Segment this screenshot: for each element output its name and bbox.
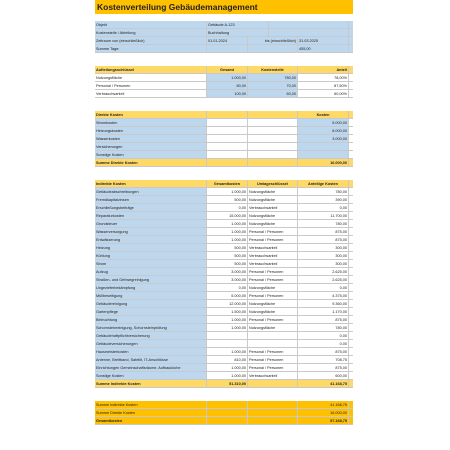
- direkte-name: Sonstige Kosten: [95, 151, 207, 159]
- direkte-table: [95, 111, 353, 167]
- indirekte-schluessel[interactable]: Personal / Personen: [248, 348, 298, 356]
- indirekte-schluessel[interactable]: Personal / Personen: [248, 276, 298, 284]
- indirekte-anteil: 300,00: [298, 244, 349, 252]
- indirekte-row: [95, 244, 353, 252]
- direkte-kosten[interactable]: 5.000,00: [298, 119, 349, 127]
- indirekte-gesamt[interactable]: 1.000,00: [207, 220, 248, 228]
- indirekte-summe-row: [95, 380, 353, 388]
- indirekte-row: [95, 260, 353, 268]
- indirekte-anteil: 875,00: [298, 316, 349, 324]
- direkte-row: [95, 135, 353, 143]
- summary-label: Summe Indirekte Kosten: [95, 401, 207, 409]
- schluessel-kostenstelle[interactable]: 70,00: [248, 82, 298, 90]
- schluessel-anteil: 87,50%: [298, 82, 349, 90]
- info-row-tage: [95, 45, 353, 53]
- indirekte-gesamt[interactable]: 1.000,00: [207, 228, 248, 236]
- indirekte-name: Erschließungsbeiträge: [95, 204, 207, 212]
- indirekte-schluessel[interactable]: Personal / Personen: [248, 316, 298, 324]
- schluessel-header-kostenstelle: Kostenstelle: [248, 66, 298, 74]
- summary-row: [95, 401, 353, 409]
- info-row-objekt: [95, 21, 353, 29]
- indirekte-name: Grundsteuer: [95, 220, 207, 228]
- schluessel-row: [95, 74, 353, 82]
- indirekte-row: [95, 316, 353, 324]
- indirekte-gesamt[interactable]: 1.000,00: [207, 348, 248, 356]
- indirekte-row: [95, 364, 353, 372]
- indirekte-gesamt[interactable]: 1.000,00: [207, 188, 248, 196]
- indirekte-anteil: 300,00: [298, 260, 349, 268]
- indirekte-schluessel[interactable]: Personal / Personen: [248, 364, 298, 372]
- indirekte-summe-label: Summe Indirekte Kosten: [95, 380, 207, 388]
- indirekte-anteil: 9.360,00: [298, 300, 349, 308]
- indirekte-anteil: 0,00: [298, 332, 349, 340]
- direkte-header-kosten: Kosten: [298, 111, 349, 119]
- indirekte-gesamt[interactable]: 1.000,00: [207, 316, 248, 324]
- bis-label: bis (einschließlich): [248, 37, 298, 45]
- indirekte-name: Gebäudehaftpflichtversicherung: [95, 332, 207, 340]
- direkte-header: [95, 111, 353, 119]
- indirekte-row: [95, 372, 353, 380]
- schluessel-header-label: Aufteilungsschlüssel: [95, 66, 207, 74]
- indirekte-row: [95, 340, 353, 348]
- indirekte-gesamt[interactable]: 500,00: [207, 252, 248, 260]
- summary-table: [95, 401, 353, 425]
- sheet-title: Kostenverteilung Gebäudemanagement: [95, 0, 353, 14]
- direkte-name: Wasserkosten: [95, 135, 207, 143]
- summary-value: 16.000,00: [298, 409, 349, 417]
- indirekte-header-gesamt: Gesamtkosten: [207, 180, 248, 188]
- indirekte-name: Heizung: [95, 244, 207, 252]
- indirekte-anteil: 600,00: [298, 372, 349, 380]
- direkte-name: Heizungskosten: [95, 127, 207, 135]
- indirekte-schluessel[interactable]: Nutzungsfläche: [248, 284, 298, 292]
- indirekte-name: Aufzug: [95, 268, 207, 276]
- direkte-summe-label: Summe Direkte Kosten: [95, 159, 207, 167]
- indirekte-row: [95, 292, 353, 300]
- indirekte-schluessel[interactable]: Nutzungsfläche: [248, 300, 298, 308]
- indirekte-anteil: 11.700,00: [298, 212, 349, 220]
- indirekte-schluessel[interactable]: Nutzungsfläche: [248, 308, 298, 316]
- kostenstelle-value[interactable]: Buchhaltung: [207, 29, 269, 37]
- schluessel-row: [95, 82, 353, 90]
- indirekte-anteil: 1.170,00: [298, 308, 349, 316]
- indirekte-anteil: 4.375,00: [298, 292, 349, 300]
- indirekte-name: Straßen- und Gehwegreinigung: [95, 276, 207, 284]
- gesamtkosten-value: 57.168,75: [298, 417, 349, 425]
- indirekte-row: [95, 196, 353, 204]
- indirekte-schluessel[interactable]: Verbrauchsanteil: [248, 252, 298, 260]
- indirekte-schluessel[interactable]: Verbrauchsanteil: [248, 204, 298, 212]
- schluessel-kostenstelle[interactable]: 780,00: [248, 74, 298, 82]
- indirekte-row: [95, 276, 353, 284]
- indirekte-schluessel[interactable]: Personal / Personen: [248, 356, 298, 364]
- indirekte-anteil: 2.625,00: [298, 276, 349, 284]
- zeitraum-label: Zeitraum von (einschließlich): [95, 37, 207, 45]
- indirekte-anteil: 300,00: [298, 252, 349, 260]
- indirekte-gesamt[interactable]: 5.000,00: [207, 292, 248, 300]
- indirekte-row: [95, 284, 353, 292]
- indirekte-schluessel[interactable]: Personal / Personen: [248, 236, 298, 244]
- indirekte-name: Sonstige Kosten: [95, 372, 207, 380]
- indirekte-name: Gebäudereinigung: [95, 300, 207, 308]
- schluessel-table: [95, 66, 353, 98]
- indirekte-schluessel[interactable]: Verbrauchsanteil: [248, 372, 298, 380]
- indirekte-gesamt[interactable]: 0,00: [207, 284, 248, 292]
- indirekte-header-anteil: Anteilige Kosten: [298, 180, 349, 188]
- indirekte-gesamt[interactable]: 1.500,00: [207, 308, 248, 316]
- indirekte-row: [95, 188, 353, 196]
- indirekte-row: [95, 252, 353, 260]
- indirekte-name: Antenne, Breitband, Satellit, IT-Anschlüsse: [95, 356, 207, 364]
- direkte-row: [95, 127, 353, 135]
- indirekte-gesamt[interactable]: [207, 340, 248, 348]
- schluessel-anteil: 60,00%: [298, 90, 349, 98]
- indirekte-gesamt[interactable]: [207, 332, 248, 340]
- indirekte-schluessel[interactable]: [248, 332, 298, 340]
- indirekte-name: Kühlung: [95, 252, 207, 260]
- indirekte-name: Strom: [95, 260, 207, 268]
- indirekte-summe-gesamt: 51.310,00: [207, 380, 248, 388]
- indirekte-gesamt[interactable]: 500,00: [207, 244, 248, 252]
- indirekte-header: [95, 180, 353, 188]
- summary-value: 41.168,75: [298, 401, 349, 409]
- direkte-kosten[interactable]: [298, 151, 349, 159]
- schluessel-row: [95, 90, 353, 98]
- indirekte-gesamt[interactable]: 0,00: [207, 204, 248, 212]
- indirekte-summe-anteil: 41.168,75: [298, 380, 349, 388]
- indirekte-name: Ungezieferbekämpfung: [95, 284, 207, 292]
- indirekte-name: Gebäudeversicherungen: [95, 340, 207, 348]
- indirekte-anteil: 780,00: [298, 220, 349, 228]
- schluessel-name: Nutzungsfläche: [95, 74, 207, 82]
- indirekte-schluessel[interactable]: Personal / Personen: [248, 268, 298, 276]
- indirekte-schluessel[interactable]: Verbrauchsanteil: [248, 260, 298, 268]
- indirekte-schluessel[interactable]: Verbrauchsanteil: [248, 244, 298, 252]
- indirekte-name: Entwässerung: [95, 236, 207, 244]
- indirekte-anteil: 875,00: [298, 348, 349, 356]
- indirekte-anteil: 708,75: [298, 356, 349, 364]
- indirekte-anteil: 0,00: [298, 284, 349, 292]
- indirekte-name: Gebäudeabschreibungen: [95, 188, 207, 196]
- direkte-kosten[interactable]: 3.000,00: [298, 135, 349, 143]
- indirekte-name: Reparaturkosten: [95, 212, 207, 220]
- tage-value: 455,00: [298, 45, 349, 53]
- indirekte-anteil: 390,00: [298, 196, 349, 204]
- indirekte-schluessel[interactable]: Nutzungsfläche: [248, 220, 298, 228]
- kostenstelle-label: Kostenstelle / Abteilung: [95, 29, 207, 37]
- indirekte-gesamt[interactable]: 15.000,00: [207, 212, 248, 220]
- indirekte-gesamt[interactable]: 1.000,00: [207, 364, 248, 372]
- direkte-kosten[interactable]: [298, 143, 349, 151]
- tage-label: Summe Tage:: [95, 45, 207, 53]
- indirekte-name: Wasserversorgung: [95, 228, 207, 236]
- direkte-row: [95, 143, 353, 151]
- indirekte-name: Fremdkapitalzinsen: [95, 196, 207, 204]
- objekt-label: Objekt: [95, 21, 207, 29]
- direkte-summe-value: 16.000,00: [298, 159, 349, 167]
- schluessel-name: Personal / Personen: [95, 82, 207, 90]
- indirekte-schluessel[interactable]: Personal / Personen: [248, 292, 298, 300]
- indirekte-row: [95, 348, 353, 356]
- indirekte-header-label: Indirekte Kosten: [95, 180, 207, 188]
- direkte-row: [95, 151, 353, 159]
- direkte-row: [95, 119, 353, 127]
- schluessel-anteil: 78,00%: [298, 74, 349, 82]
- gesamtkosten-label: Gesamtkosten: [95, 417, 207, 425]
- indirekte-gesamt[interactable]: 1.000,00: [207, 324, 248, 332]
- summary-label: Summe Direkte Kosten: [95, 409, 207, 417]
- indirekte-row: [95, 212, 353, 220]
- schluessel-header-anteil: Anteil: [298, 66, 349, 74]
- indirekte-anteil: 0,00: [298, 204, 349, 212]
- indirekte-schluessel[interactable]: Nutzungsfläche: [248, 212, 298, 220]
- indirekte-row: [95, 324, 353, 332]
- direkte-summe-row: [95, 159, 353, 167]
- schluessel-gesamt[interactable]: 1.000,00: [207, 74, 248, 82]
- schluessel-kostenstelle[interactable]: 60,00: [248, 90, 298, 98]
- indirekte-header-schluessel: Umlageschlüssel: [248, 180, 298, 188]
- indirekte-schluessel[interactable]: Nutzungsfläche: [248, 188, 298, 196]
- indirekte-gesamt[interactable]: 500,00: [207, 196, 248, 204]
- indirekte-row: [95, 332, 353, 340]
- objekt-value[interactable]: Gebäude A-123: [207, 21, 269, 29]
- indirekte-anteil: 875,00: [298, 228, 349, 236]
- indirekte-row: [95, 356, 353, 364]
- indirekte-row: [95, 300, 353, 308]
- indirekte-row: [95, 236, 353, 244]
- info-block: [95, 21, 353, 53]
- indirekte-name: Beleuchtung: [95, 316, 207, 324]
- indirekte-row: [95, 228, 353, 236]
- indirekte-anteil: 875,00: [298, 364, 349, 372]
- info-row-kostenstelle: [95, 29, 353, 37]
- direkte-kosten[interactable]: 8.000,00: [298, 127, 349, 135]
- indirekte-schluessel[interactable]: Nutzungsfläche: [248, 196, 298, 204]
- indirekte-name: Schornsteinreinigung, Schornsteinprüfung: [95, 324, 207, 332]
- info-row-zeitraum: [95, 37, 353, 45]
- indirekte-gesamt[interactable]: 1.000,00: [207, 372, 248, 380]
- indirekte-row: [95, 220, 353, 228]
- summary-row: [95, 409, 353, 417]
- schluessel-header: [95, 66, 353, 74]
- indirekte-anteil: 0,00: [298, 340, 349, 348]
- indirekte-gesamt[interactable]: 12.000,00: [207, 300, 248, 308]
- indirekte-anteil: 780,00: [298, 188, 349, 196]
- spreadsheet: [95, 0, 353, 425]
- indirekte-anteil: 2.625,00: [298, 268, 349, 276]
- indirekte-name: Müllbeseitigung: [95, 292, 207, 300]
- indirekte-name: Einrichtungen Gemeinschaftsräume, Aufbauküche: [95, 364, 207, 372]
- indirekte-name: Hausmeisterkosten: [95, 348, 207, 356]
- zeitraum-bis[interactable]: 31.03.2025: [298, 37, 349, 45]
- indirekte-gesamt[interactable]: 810,00: [207, 356, 248, 364]
- gesamtkosten-row: [95, 417, 353, 425]
- indirekte-row: [95, 268, 353, 276]
- indirekte-anteil: 780,00: [298, 324, 349, 332]
- indirekte-row: [95, 308, 353, 316]
- zeitraum-von[interactable]: 01.01.2024: [207, 37, 248, 45]
- schluessel-header-gesamt: Gesamt: [207, 66, 248, 74]
- indirekte-schluessel[interactable]: Nutzungsfläche: [248, 324, 298, 332]
- indirekte-gesamt[interactable]: 500,00: [207, 260, 248, 268]
- indirekte-table: [95, 180, 353, 388]
- direkte-name: Versicherungen: [95, 143, 207, 151]
- indirekte-name: Gartenpflege: [95, 308, 207, 316]
- indirekte-gesamt[interactable]: 3.000,00: [207, 268, 248, 276]
- indirekte-schluessel[interactable]: [248, 340, 298, 348]
- indirekte-anteil: 875,00: [298, 236, 349, 244]
- direkte-name: Stromkosten: [95, 119, 207, 127]
- direkte-header-label: Direkte Kosten: [95, 111, 207, 119]
- schluessel-gesamt[interactable]: 100,00: [207, 90, 248, 98]
- indirekte-row: [95, 204, 353, 212]
- schluessel-gesamt[interactable]: 80,00: [207, 82, 248, 90]
- indirekte-schluessel[interactable]: Personal / Personen: [248, 228, 298, 236]
- schluessel-name: Verbrauchsanteil: [95, 90, 207, 98]
- indirekte-gesamt[interactable]: 1.000,00: [207, 236, 248, 244]
- indirekte-gesamt[interactable]: 3.000,00: [207, 276, 248, 284]
